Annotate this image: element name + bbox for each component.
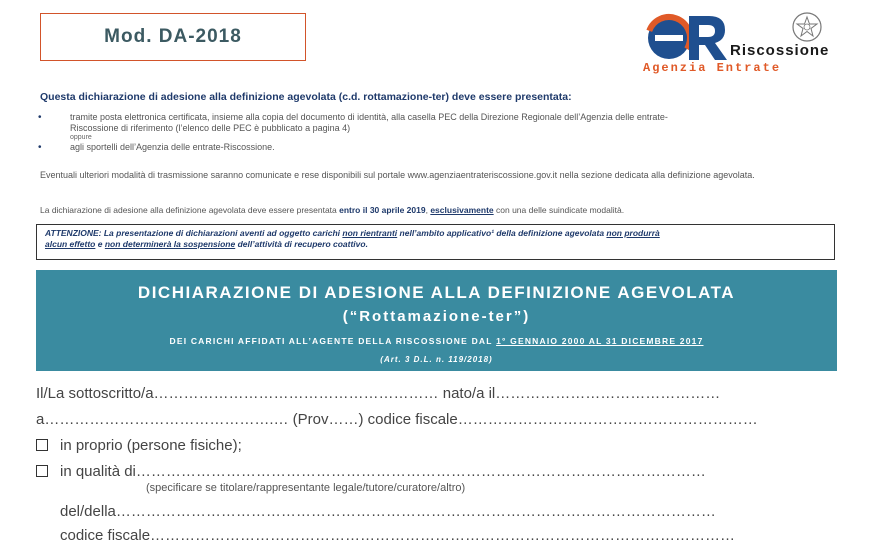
deadline-pre: La dichiarazione di adesione alla definizione agevolata deve essere presentata	[40, 205, 340, 215]
eventuali-paragraph: Eventuali ulteriori modalità di trasmissione saranno comunicate e rese disponibili sul portale www.agenziaentrateriscossione.gov.it nella sezione dedicata alla definizione agevolata.	[40, 170, 755, 180]
attention-box	[36, 224, 835, 260]
deadline-exclusively: esclusivamente	[430, 205, 494, 215]
list-item	[38, 112, 838, 134]
bullet-pec-line1: tramite posta elettronica certificata, insieme alla copia del documento di identità, alla casella PEC della Direzione Regionale dell’Agenzia delle entrate-	[70, 112, 668, 122]
codice-fiscale-field[interactable]: codice fiscale………………………………………………………………………………………………………	[60, 527, 736, 544]
attention-underline-4: non determinerà la sospensione	[104, 239, 236, 249]
er-logo-mark-icon	[645, 10, 730, 62]
in-qualita-option[interactable]	[36, 463, 706, 480]
in-proprio-label: in proprio (persone fisiche);	[60, 437, 242, 454]
intro-heading: Questa dichiarazione di adesione alla definizione agevolata (c.d. rottamazione-ter) deve essere presentata:	[40, 91, 572, 103]
italian-republic-emblem-icon	[790, 10, 824, 44]
attention-underline-2: non produrrà	[606, 228, 660, 238]
legal-reference: (Art. 3 D.L. n. 119/2018)	[380, 355, 493, 364]
deadline-comma: ,	[425, 205, 431, 215]
riscossione-text: Riscossione	[730, 42, 830, 59]
attention-text-1: ATTENZIONE: La presentazione di dichiarazioni aventi ad oggetto carichi	[45, 228, 343, 238]
agenzia-entrate-text: Agenzia Entrate	[643, 61, 782, 75]
period-prefix: DEI CARICHI AFFIDATI ALL’AGENTE DELLA RISCOSSIONE DAL	[169, 336, 497, 346]
attention-underline-1: non rientranti	[342, 228, 398, 238]
bullet-icon: •	[38, 142, 42, 153]
oppure-text: oppure	[70, 134, 92, 141]
agenzia-entrate-riscossione-logo	[630, 8, 840, 78]
attention-text-3: e	[95, 239, 105, 249]
declaration-period	[36, 336, 837, 346]
attention-underline-3: alcun effetto	[45, 239, 96, 249]
in-qualita-hint: (specificare se titolare/rappresentante legale/tutore/curatore/altro)	[146, 482, 466, 494]
declaration-title: DICHIARAZIONE DI ADESIONE ALLA DEFINIZIONE AGEVOLATA	[137, 283, 736, 302]
list-item	[38, 142, 838, 153]
model-label: Mod. DA-2018	[104, 26, 242, 47]
deadline-post: con una delle suindicate modalità.	[493, 205, 625, 215]
period-dates: 1° GENNAIO 2000 AL 31 DICEMBRE 2017	[496, 336, 704, 346]
model-label-box	[40, 13, 306, 61]
luogo-codice-fiscale-field[interactable]: a……………………………………….… (Prov……) codice fiscale……………………………………………………	[36, 411, 758, 428]
sottoscritto-field[interactable]: Il/La sottoscritto/a………………………………………………… nato/a il………………………………………	[36, 385, 721, 402]
in-proprio-option[interactable]	[36, 437, 242, 454]
declaration-title-banner	[36, 270, 837, 371]
deadline-date: entro il 30 aprile 2019	[339, 205, 426, 215]
bullet-pec-line2: Riscossione di riferimento (l’elenco delle PEC è pubblicato a pagina 4)	[70, 123, 351, 133]
del-della-field[interactable]: del/della…………………………………………………………………………………………………………	[60, 503, 716, 520]
declaration-subtitle: (“Rottamazione-ter”)	[342, 308, 531, 325]
attention-text-4: dell’attività di recupero coattivo.	[235, 239, 368, 249]
deadline-paragraph	[40, 205, 840, 215]
attention-text-2: nell’ambito applicativo¹ della definizione agevolata	[397, 228, 607, 238]
in-proprio-checkbox[interactable]	[36, 439, 48, 451]
bullet-icon: •	[38, 112, 42, 123]
submission-methods-list	[38, 112, 838, 153]
in-qualita-field[interactable]: in qualità di……………………………………………………………………………………………………	[60, 463, 706, 480]
in-qualita-checkbox[interactable]	[36, 465, 48, 477]
bullet-sportelli: agli sportelli dell’Agenzia delle entrate-Riscossione.	[70, 142, 275, 152]
